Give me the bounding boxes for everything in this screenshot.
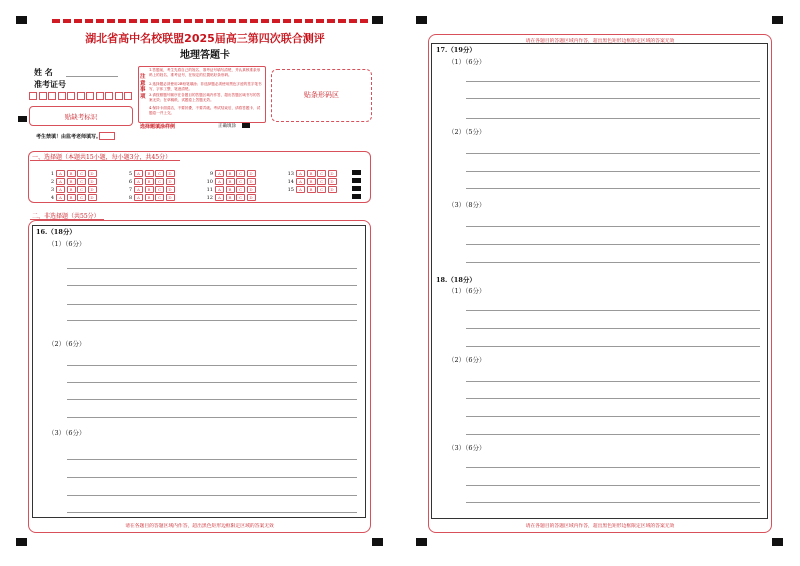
answer-line [67,304,357,305]
choice-option-c[interactable]: C [155,170,164,177]
answer-line [466,310,760,311]
notice-item: 3.请按照题号顺序在各题目的答题区域内作答，超出答题区域书写的答案无效；在草稿纸、试题卷上答题无效。 [149,93,261,102]
choice-option-a[interactable]: A [296,186,305,193]
choice-option-a[interactable]: A [134,186,143,193]
q18-part3-label: （3）（6分） [448,444,486,452]
timing-mark [772,538,783,546]
answer-line [466,118,760,119]
id-label: 准考证号 [34,79,66,89]
answer-line [67,512,357,513]
answer-line [466,434,760,435]
choice-option-a[interactable]: A [296,178,305,185]
absent-checkbox[interactable] [99,132,115,140]
answer-line [466,502,760,503]
sheet-title: 地理答题卡 [180,50,230,61]
choice-option-b[interactable]: B [307,170,316,177]
q16-part1-label: （1）（6分） [48,240,86,248]
choice-option-b[interactable]: B [226,178,235,185]
choice-option-d[interactable]: D [88,178,97,185]
choice-row-15 [286,186,338,193]
barcode-label: 贴条形码区 [304,91,339,99]
answer-line [67,459,357,460]
choice-option-c[interactable]: C [155,186,164,193]
answer-line [67,285,357,286]
choice-option-d[interactable]: D [166,170,175,177]
choice-option-a[interactable]: A [296,170,305,177]
choice-row-2 [46,178,98,185]
answer-line [466,262,760,263]
q17-part3-label: （3）（8分） [448,201,486,209]
id-digit-boxes[interactable] [29,92,135,101]
choice-number: 2 [50,179,54,185]
choice-option-a[interactable]: A [134,194,143,201]
choice-option-d[interactable]: D [328,178,337,185]
choice-row-8 [124,194,176,201]
header-warning: 请在各题目的答题区域内作答，超出黑色矩形边框限定区域的答案无效 [525,39,675,44]
choice-option-b[interactable]: B [145,178,154,185]
choice-option-b[interactable]: B [67,178,76,185]
choice-number: 14 [287,179,294,185]
answer-line [67,320,357,321]
answer-line [466,226,760,227]
choice-option-b[interactable]: B [67,170,76,177]
choice-row-14 [286,178,338,185]
choice-option-c[interactable]: C [77,178,86,185]
answer-line [466,485,760,486]
timing-mark [772,16,783,24]
choice-option-c[interactable]: C [317,170,326,177]
choice-row-10 [205,178,257,185]
absent-note: 考生禁填！由监考老师填写。 [36,134,102,140]
choice-number: 12 [206,195,213,201]
choice-option-b[interactable]: B [67,186,76,193]
answer-line [466,171,760,172]
answer-line [67,417,357,418]
answer-line [67,477,357,478]
choice-row-5 [124,170,176,177]
choice-number: 8 [128,195,132,201]
choice-option-d[interactable]: D [88,186,97,193]
answer-line [466,244,760,245]
choice-option-d[interactable]: D [166,178,175,185]
choice-row-9 [205,170,257,177]
choice-option-c[interactable]: C [236,178,245,185]
answer-line [67,382,357,383]
choice-option-b[interactable]: B [226,170,235,177]
choice-marker [352,178,361,183]
notice-title: 注意事项 [140,74,146,100]
answer-line [466,188,760,189]
choice-number: 5 [128,171,132,177]
answer-line [466,381,760,382]
choice-option-c[interactable]: C [236,170,245,177]
answer-line [466,328,760,329]
choice-number: 6 [128,179,132,185]
answer-line [466,346,760,347]
choice-option-b[interactable]: B [67,194,76,201]
choice-option-a[interactable]: A [215,178,224,185]
question-16-title: 16.（18分） [36,228,76,236]
choice-option-a[interactable]: A [134,170,143,177]
choice-row-11 [205,186,257,193]
choice-option-a[interactable]: A [215,194,224,201]
choice-option-d[interactable]: D [247,194,256,201]
choice-number: 13 [287,171,294,177]
choice-option-c[interactable]: C [155,194,164,201]
choice-option-a[interactable]: A [56,170,65,177]
choice-option-d[interactable]: D [166,186,175,193]
timing-mark [16,16,27,24]
q16-part3-label: （3）（6分） [48,429,86,437]
answer-line [466,81,760,82]
choice-number: 3 [50,187,54,193]
choice-option-a[interactable]: A [56,186,65,193]
top-dashed-bar [52,19,368,23]
answer-line [466,467,760,468]
absent-sticker-label: 贴缺考标识 [64,113,98,121]
choice-section-title: 一、选择题（本题共15小题，每小题3分，共45分） [32,154,172,161]
choice-option-d[interactable]: D [247,170,256,177]
choice-option-c[interactable]: C [236,186,245,193]
choice-option-d[interactable]: D [328,186,337,193]
question-17-title: 17.（19分） [436,46,476,54]
timing-mark [416,538,427,546]
choice-option-c[interactable]: C [77,194,86,201]
choice-option-c[interactable]: C [77,186,86,193]
choice-option-b[interactable]: B [226,186,235,193]
answer-line [67,495,357,496]
choice-option-d[interactable]: D [88,194,97,201]
choice-number: 9 [209,171,213,177]
answer-line [67,399,357,400]
choice-number: 4 [50,195,54,201]
choice-option-c[interactable]: C [155,178,164,185]
answer-line [466,153,760,154]
choice-option-d[interactable]: D [166,194,175,201]
notice-item: 2.选择题必须使用2B铅笔填涂；非选择题必须使用黑色字迹的签字笔书写，字体工整、笔迹清楚。 [149,82,262,91]
question-18-title: 18.（18分） [436,276,476,284]
choice-option-d[interactable]: D [88,170,97,177]
choice-marker [352,170,361,175]
choice-option-c[interactable]: C [77,170,86,177]
choice-marker [352,186,361,191]
footer-warning: 请在各题目的答题区域内作答，超出黑色矩形边框限定区域的答案无效 [125,524,274,529]
choice-option-b[interactable]: B [307,186,316,193]
choice-option-a[interactable]: A [56,178,65,185]
choice-option-c[interactable]: C [317,178,326,185]
choice-row-1 [46,170,98,177]
choice-row-3 [46,186,98,193]
choice-option-a[interactable]: A [215,186,224,193]
choice-option-b[interactable]: B [226,194,235,201]
exam-title: 湖北省高中名校联盟2025届高三第四次联合测评 [85,32,325,45]
choice-option-d[interactable]: D [247,186,256,193]
notice-item: 4.保持卡面清洁，不要折叠，不要弄破。考试结束后，请将答题卡、试题卷一并上交。 [149,106,261,115]
choice-option-c[interactable]: C [236,194,245,201]
q16-part2-label: （2）（6分） [48,340,86,348]
choice-option-b[interactable]: B [307,178,316,185]
choice-row-13 [286,170,338,177]
timing-mark [16,538,27,546]
correct-fill-label: 正确填涂 [218,124,236,129]
q17-part1-label: （1）（6分） [448,58,486,66]
choice-section-underline [30,160,180,161]
answer-line [466,98,760,99]
timing-mark [372,16,383,24]
answer-line [466,398,760,399]
timing-mark [372,538,383,546]
choice-option-c[interactable]: C [317,186,326,193]
choice-row-4 [46,194,98,201]
timing-mark [416,16,427,24]
choice-option-b[interactable]: B [145,186,154,193]
name-field[interactable] [66,76,118,77]
fill-example-label: 选择题填涂样例 [140,124,176,130]
choice-marker [352,194,361,199]
choice-option-b[interactable]: B [145,170,154,177]
choice-row-12 [205,194,257,201]
choice-number: 10 [206,179,213,185]
choice-number: 7 [128,187,132,193]
q18-part2-label: （2）（6分） [448,356,486,364]
q17-part2-label: （2）（5分） [448,128,486,136]
choice-number: 11 [206,187,213,193]
answer-line [67,268,357,269]
notice-item: 1.答题前，考生先将自己的姓名、准考证号填写清楚，并认真核准条形码上的姓名、准考证号，在规定的位置贴好条形码。 [149,68,261,77]
name-label: 姓 名 [34,67,53,77]
choice-option-a[interactable]: A [134,178,143,185]
choice-option-d[interactable]: D [328,170,337,177]
choice-option-d[interactable]: D [247,178,256,185]
section2-title: 二、非选择题（共55分） [32,213,100,220]
timing-mark [18,116,27,122]
choice-option-a[interactable]: A [56,194,65,201]
answer-line [67,365,357,366]
choice-option-a[interactable]: A [215,170,224,177]
correct-fill-sample [242,123,250,128]
q18-part1-label: （1）（6分） [448,287,486,295]
choice-row-7 [124,186,176,193]
footer-warning: 请在各题目的答题区域内作答，超出黑色矩形边框限定区域的答案无效 [525,524,675,529]
choice-number: 15 [287,187,294,193]
choice-row-6 [124,178,176,185]
choice-number: 1 [50,171,54,177]
choice-option-b[interactable]: B [145,194,154,201]
answer-line [466,416,760,417]
